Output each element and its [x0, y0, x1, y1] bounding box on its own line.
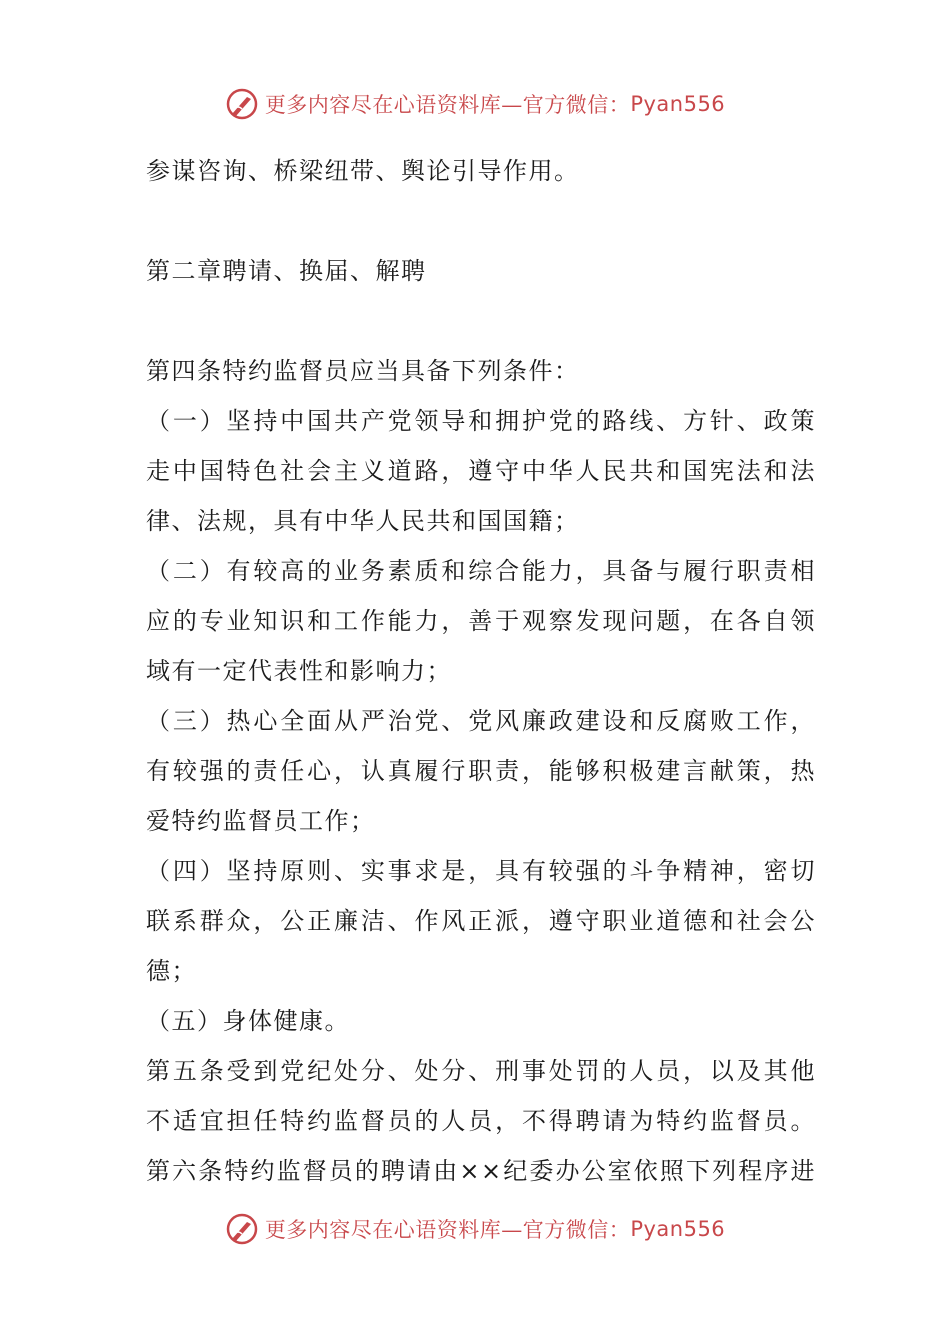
paragraph-line: 不适宜担任特约监督员的人员，不得聘请为特约监督员。: [146, 1107, 816, 1135]
paragraph-line: 第五条受到党纪处分、处分、刑事处罚的人员，以及其他: [146, 1057, 816, 1085]
watermark-wechat-id: Pyan556: [630, 92, 726, 116]
watermark-text: 更多内容尽在心语资料库—官方微信：: [264, 93, 631, 117]
watermark-text: 更多内容尽在心语资料库—官方微信：: [264, 1218, 631, 1242]
paragraph-line: （五）身体健康。: [146, 1007, 350, 1035]
paragraph-line: 爱特约监督员工作；: [146, 807, 376, 835]
header-watermark: [0, 84, 950, 124]
paragraph-line: 第四条特约监督员应当具备下列条件：: [146, 357, 580, 385]
footer-watermark: [0, 1209, 950, 1249]
paragraph-line: 应的专业知识和工作能力，善于观察发现问题，在各自领: [146, 607, 816, 635]
paragraph-line: （四）坚持原则、实事求是，具有较强的斗争精神，密切: [146, 857, 816, 885]
watermark-wechat-id: Pyan556: [630, 1217, 726, 1241]
paragraph-line: 联系群众，公正廉洁、作风正派，遵守职业道德和社会公: [146, 907, 816, 935]
paragraph-line: （一）坚持中国共产党领导和拥护党的路线、方针、政策: [146, 407, 816, 435]
paragraph-line: （三）热心全面从严治党、党风廉政建设和反腐败工作，: [146, 707, 816, 735]
chapter-heading: 第二章聘请、换届、解聘: [146, 257, 427, 285]
pen-circle-logo-icon: [225, 1212, 259, 1246]
paragraph-line: 德；: [146, 957, 197, 985]
paragraph-line: 域有一定代表性和影响力；: [146, 657, 452, 685]
pen-circle-logo-icon: [225, 87, 259, 121]
paragraph-line: （二）有较高的业务素质和综合能力，具备与履行职责相: [146, 557, 816, 585]
paragraph-line: 第六条特约监督员的聘请由××纪委办公室依照下列程序进: [146, 1157, 816, 1185]
paragraph-line: 走中国特色社会主义道路，遵守中华人民共和国宪法和法: [146, 457, 816, 485]
paragraph-line: 有较强的责任心，认真履行职责，能够积极建言献策，热: [146, 757, 816, 785]
paragraph-line: 律、法规，具有中华人民共和国国籍；: [146, 507, 580, 535]
paragraph-line: 参谋咨询、桥梁纽带、舆论引导作用。: [146, 157, 580, 185]
